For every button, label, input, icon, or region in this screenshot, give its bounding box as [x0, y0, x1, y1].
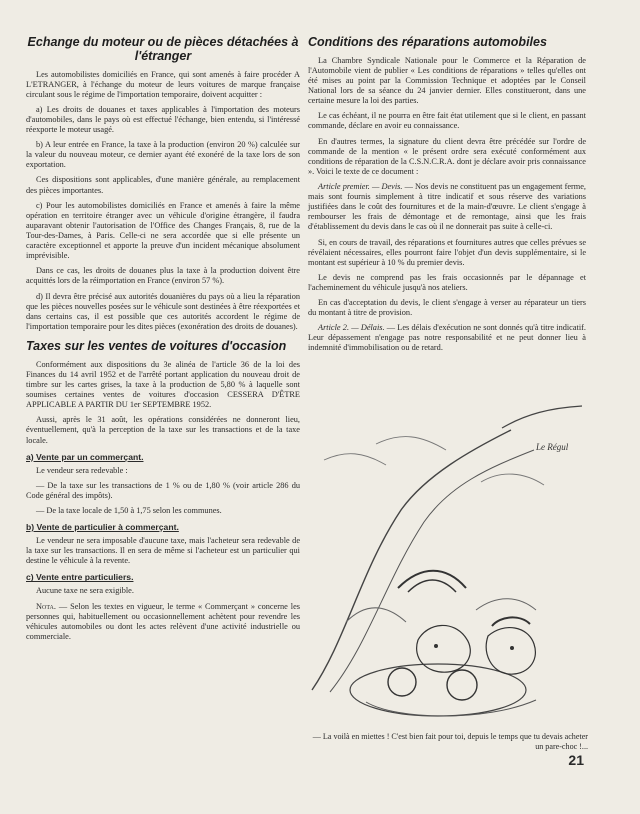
heading-taxes-occasion: Taxes sur les ventes de voitures d'occasion — [26, 339, 287, 354]
paragraph: — De la taxe sur les transactions de 1 % ou de 1,80 % (voir article 286 du Code général des impôts). — [26, 480, 300, 500]
subheading-vente-commercant: a) Vente par un commerçant. — [26, 451, 144, 462]
nota-paragraph — [26, 602, 300, 642]
paragraph: Aucune taxe ne sera exigible. — [36, 586, 134, 596]
heading-conditions-reparations: Conditions des réparations automobiles — [308, 35, 547, 49]
paragraph: Les automobilistes domiciliés en France, qui sont amenés à faire procéder A L'ETRANGER, à l'échange du moteur de leurs voitures de marque française circulant sous le régime de l'importation temporaire, doivent acquitter : — [26, 69, 300, 99]
left-column — [26, 36, 300, 647]
paragraph: Le vendeur ne sera imposable d'aucune taxe, mais l'acheteur sera redevable de la taxe sur les transactions. Il en sera de même si l'acheteur est un particulier qui destine le véhicule à la revente. — [26, 536, 300, 566]
paragraph: Si, en cours de travail, des réparations et fournitures autres que celles prévues se révélaient nécessaires, elles pourront faire l'objet d'un devis supplémentaire, si le montant est supérieur à 10 % du premier devis. — [308, 237, 586, 267]
heading-echange-moteur: Echange du moteur ou de pièces détachées à l'étranger — [27, 35, 299, 63]
paragraph: En d'autres termes, la signature du client devra être précédée sur l'ordre de commande de la mention « le présent ordre sera exécuté conformément aux conditions de réparation de la C.S.N.C.R.A. dont je déclare avoir pris connaissance ». Voici le texte de ce document : — [308, 136, 586, 176]
paragraph: Le devis ne comprend pas les frais occasionnés par le dépannage et l'acheminement du véhicule jusqu'à nos ateliers. — [308, 272, 586, 292]
right-column — [308, 36, 586, 359]
paragraph: Le cas échéant, il ne pourra en être fait état utilement que si le client, en passant commande, déclare en avoir eu connaissance. — [308, 111, 586, 131]
subheading-particulier-commercant: b) Vente de particulier à commerçant. — [26, 522, 179, 533]
cartoon-illustration — [306, 390, 588, 730]
paragraph: Aussi, après le 31 août, les opérations considérées ne donneront lieu, éventuellement, qu'à la perception de la taxe sur les transactions et de la taxe locale. — [26, 415, 300, 445]
paragraph: c) Pour les automobilistes domiciliés en France et amenés à faire la même opération en territoire étranger avec un véhicule d'origine étrangère, il faudra auparavant obtenir l'autorisation de l'Office des Changes Français, 8, rue de la Tour-des-Dames, à Paris. Celle-ci ne sera accordée que si elle présente un caractère exceptionnel et apporte la preuve d'un incident mécanique absolument imprévisible. — [26, 200, 300, 261]
article-1-text: — Nos devis ne constituent pas un engagement ferme, mais sont fournis simplement à titre indicatif et sous réserve des variations justifiées dans le coût des fournitures et de la main-d'œuvre. Le client s'engage à rembourser les frais de démontage et de remontage, ainsi que les frais d'établissement du devis dans le cas où il ne donnerait pas suite à celle-ci. — [308, 181, 586, 232]
article-2-label: Article 2. — Délais. — [318, 323, 385, 333]
article-2-paragraph — [308, 323, 586, 353]
illustration-caption: — La voilà en miettes ! C'est bien fait pour toi, depuis le temps que tu devais acheter un pare-choc !... — [312, 732, 588, 751]
paragraph: Dans ce cas, les droits de douanes plus la taxe à la production doivent être acquittés lors de la réimportation en France (environ 57 %). — [26, 266, 300, 286]
paragraph: Le vendeur sera redevable : — [36, 465, 128, 475]
article-2-text: — Les délais d'exécution ne sont donnés qu'à titre indicatif. Leur dépassement n'engage pas notre responsabilité et ne peut donner lieu à indemnité d'immobilisation ou de retard. — [308, 323, 586, 353]
paragraph: b) A leur entrée en France, la taxe à la production (environ 20 %) calculée sur la valeur du nouveau moteur, ce dernier ayant été exonéré de la taxe lors de son exportation. — [26, 140, 300, 170]
illustrator-signature: Le Régul — [536, 442, 569, 452]
paragraph: d) Il devra être précisé aux autorités douanières du pays où a lieu la réparation que les pièces nouvelles posées sur le véhicule sont destinées à être réexportées et dans certains cas, il est possible que ces autorités accordent le régime de l'importation temporaire pour les dites pièces (exonération des droits de douanes). — [26, 291, 300, 331]
nota-text: — Selon les textes en vigueur, le terme « Commerçant » concerne les personnes qui, habituellement ou occasionnellement achètent pour revendre les véhicules automobiles ou dont les actes relèvent d'une activité industrielle ou commerciale. — [26, 601, 300, 641]
article-1-paragraph — [308, 182, 586, 233]
paragraph: En cas d'acceptation du devis, le client s'engage à verser au réparateur un tiers du montant à titre de provision. — [308, 298, 586, 318]
nota-label: Nota. — [36, 601, 56, 611]
page-number: 21 — [568, 752, 584, 768]
paragraph: La Chambre Syndicale Nationale pour le Commerce et la Réparation de l'Automobile vient de publier « Les conditions de réparations » telles qu'elles ont été mises au point par la Commission Technique et adoptées par le Conseil National lors de sa séance du 24 janvier dernier. Elles constitueront, dans une certaine mesure la loi des parties. — [308, 55, 586, 106]
paragraph: Conformément aux dispositions du 3e alinéa de l'article 36 de la loi des Finances du 14 avril 1952 et de l'arrêté portant application du nouveau droit de timbre sur les cartes grises, la taxe à la production de 5,80 % à laquelle sont soumises certaines ventes de voitures d'occasion CESSERA D'ÊTRE APPLICABLE A PARTIR DU 1er SEPTEMBRE 1952. — [26, 359, 300, 410]
paragraph: Ces dispositions sont applicables, d'une manière générale, au remplacement des pièces importantes. — [26, 175, 300, 195]
subheading-entre-particuliers: c) Vente entre particuliers. — [26, 572, 134, 583]
paragraph: — De la taxe locale de 1,50 à 1,75 selon les communes. — [36, 505, 222, 515]
paragraph: a) Les droits de douanes et taxes applicables à l'importation des moteurs d'automobiles, dans le pays où est effectué l'échange, bien entendu, si l'intéressé réexporte le moteur usagé. — [26, 104, 300, 135]
article-1-label: Article premier. — Devis. — [318, 181, 403, 191]
